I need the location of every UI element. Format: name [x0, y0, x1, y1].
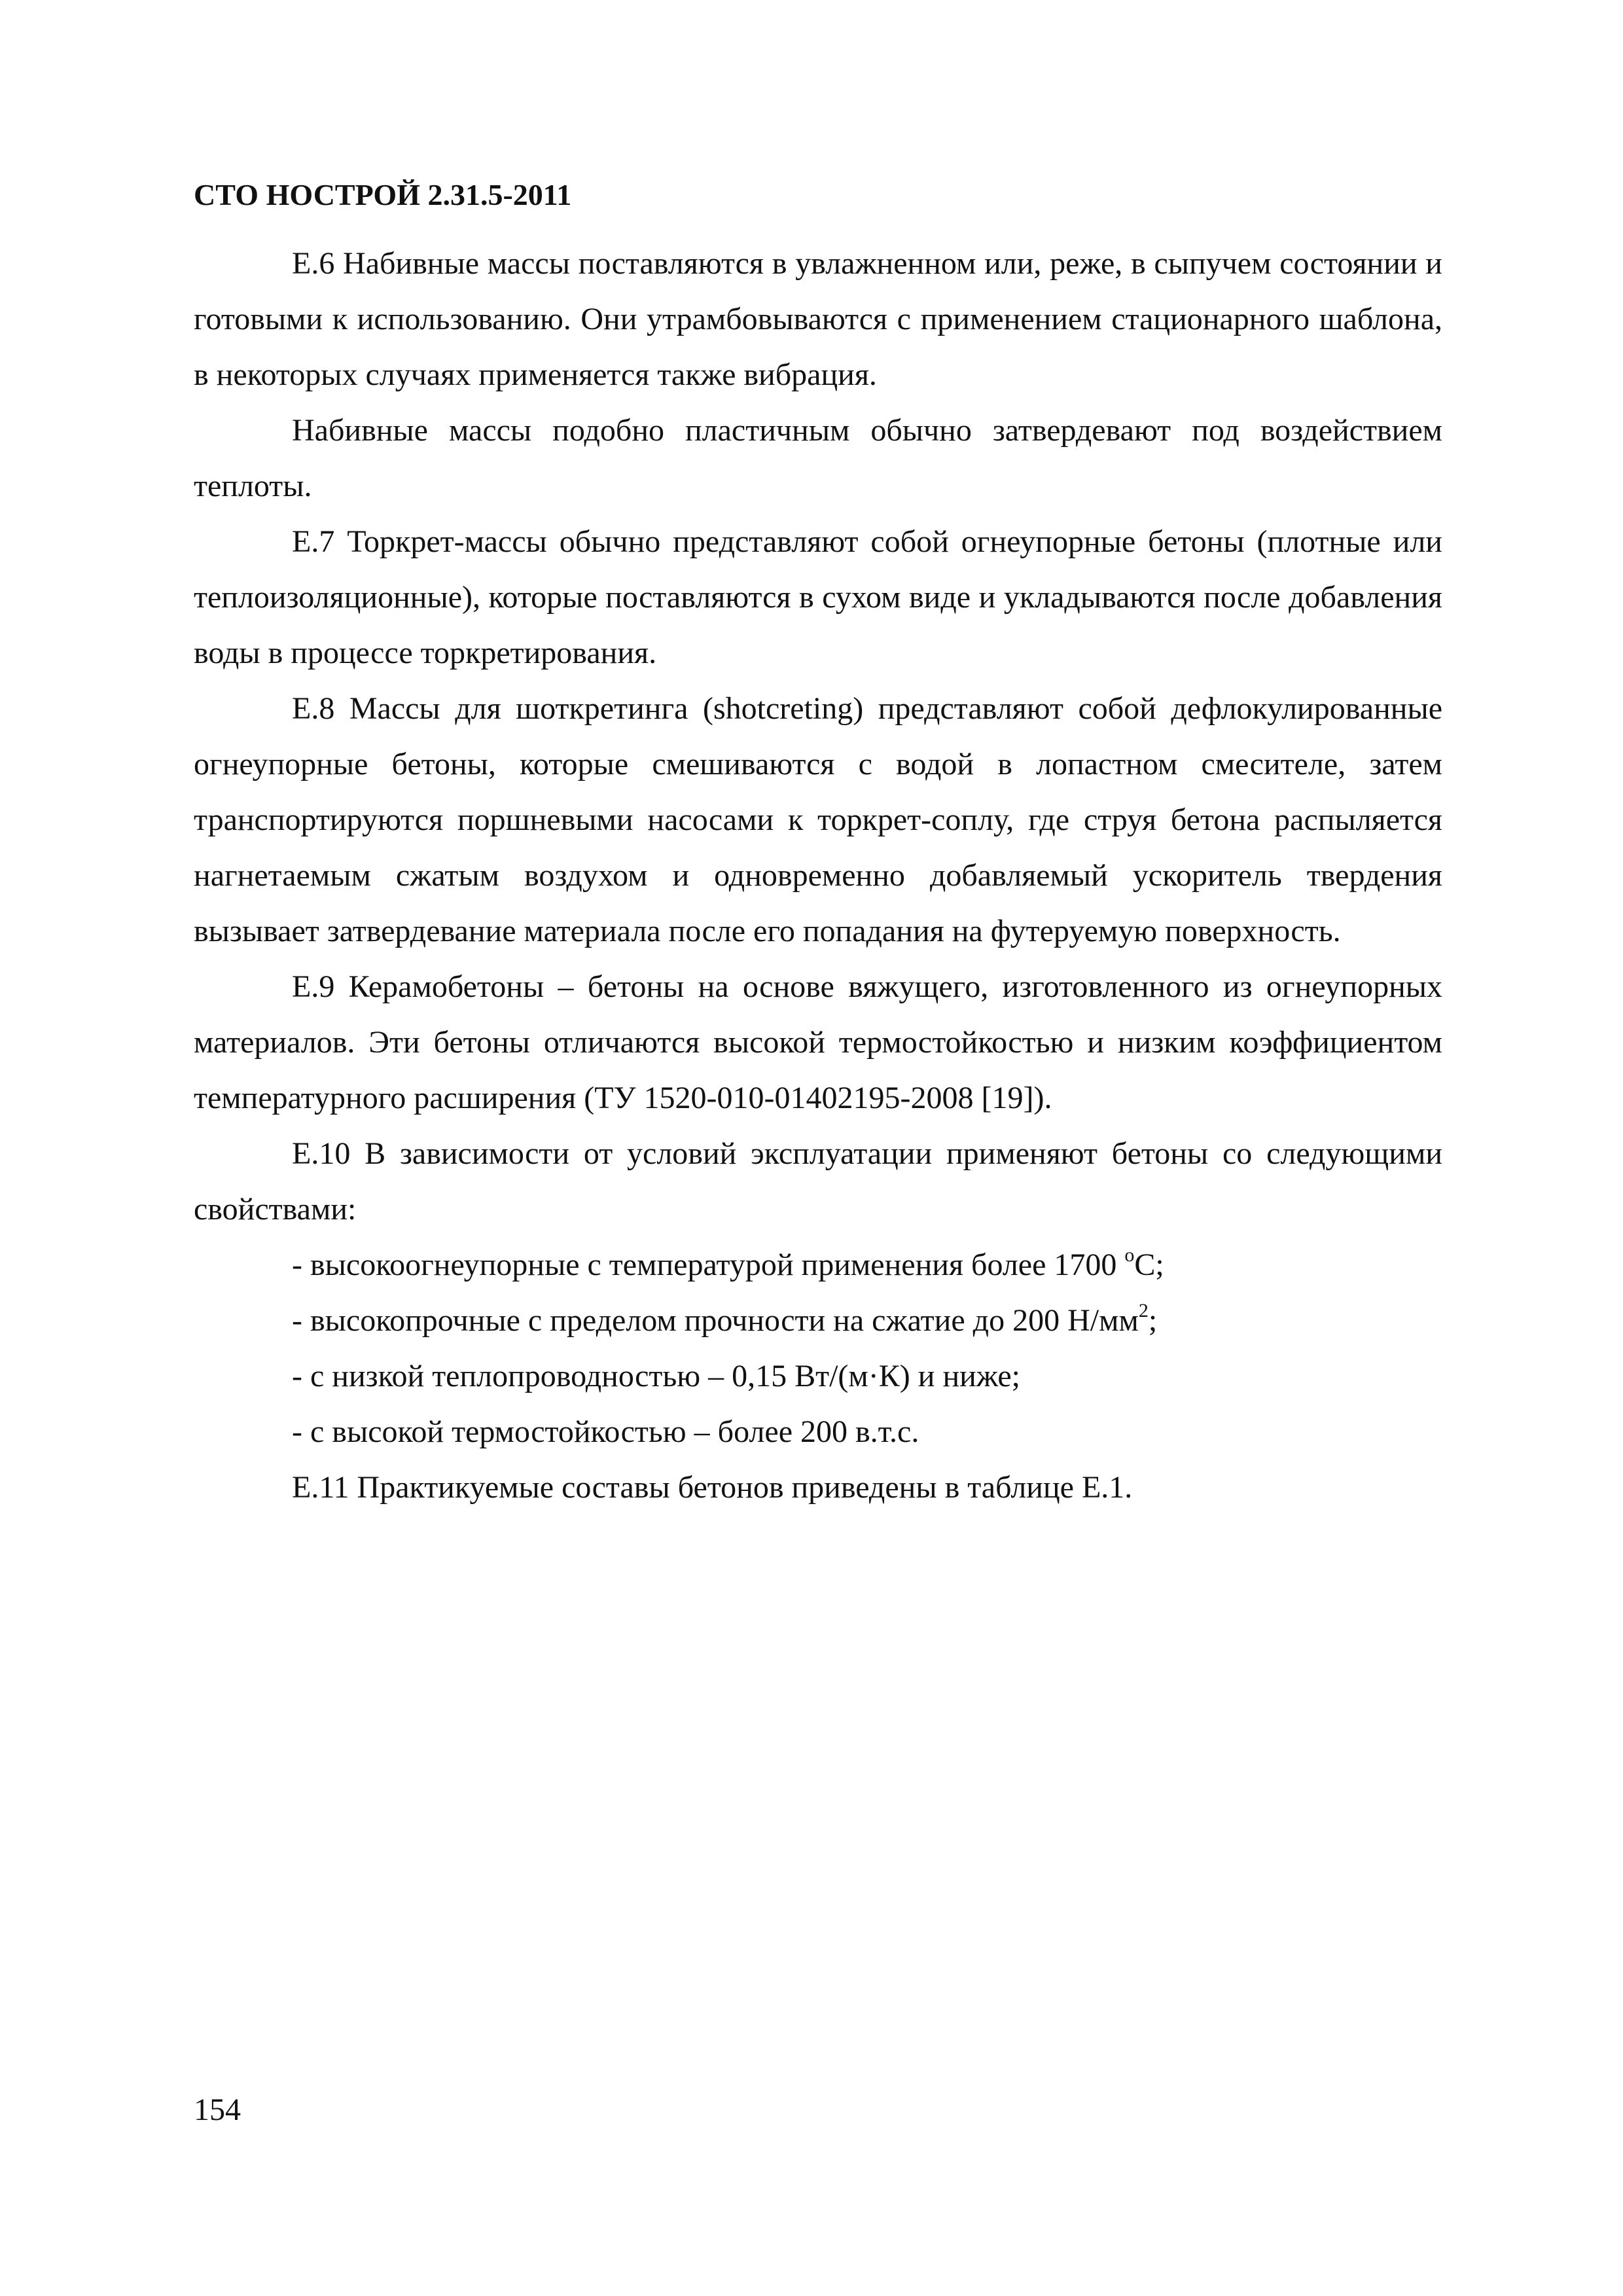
square-superscript: 2 [1138, 1300, 1149, 1321]
page-number: 154 [194, 2092, 241, 2127]
paragraph-e9: Е.9 Керамобетоны – бетоны на основе вяжущего, изготовленного из огнеупорных материалов. Эти бетоны отличаются высокой термостойкостью и низким коэффициентом температурного расширения (ТУ 1520-010-01402195-2008 [19]). [194, 969, 1442, 1115]
document-body [194, 236, 1442, 1515]
list-item-tail: С; [1134, 1247, 1164, 1282]
list-item-high-strength [194, 1293, 1442, 1348]
list-item-text: - высокоогнеупорные с температурой применения более 1700 [292, 1247, 1125, 1282]
paragraph-e11: Е.11 Практикуемые составы бетонов приведены в таблице Е.1. [292, 1470, 1133, 1505]
document-header: СТО НОСТРОЙ 2.31.5-2011 [194, 178, 572, 211]
paragraph-e6-continued: Набивные массы подобно пластичным обычно затвердевают под воздействием теплоты. [194, 413, 1442, 503]
paragraph-e10: Е.10 В зависимости от условий эксплуатации применяют бетоны со следующими свойствами: [194, 1136, 1442, 1227]
list-item-text: - высокопрочные с пределом прочности на сжатие до 200 Н/мм [292, 1303, 1139, 1338]
list-item-tail: ; [1148, 1303, 1158, 1338]
degree-superscript: о [1124, 1244, 1135, 1266]
list-item-low-conductivity: - с низкой теплопроводностью – 0,15 Вт/(м·К) и ниже; [292, 1359, 1020, 1393]
list-item-high-refractory [194, 1237, 1442, 1293]
paragraph-e8: Е.8 Массы для шоткретинга (shotcreting) представляют собой дефлокулированные огнеупорные бетоны, которые смешиваются с водой в лопастном смесителе, затем транспортируются поршневыми насосами к торкрет-соплу, где струя бетона распыляется нагнетаемым сжатым воздухом и одновременно добавляемый ускоритель твердения вызывает затвердевание материала после его попадания на футеруемую поверхность. [194, 691, 1442, 948]
paragraph-e6: Е.6 Набивные массы поставляются в увлажненном или, реже, в сыпучем состоянии и готовыми к использованию. Они утрамбовываются с применением стационарного шаблона, в некоторых случаях применяется также вибрация. [194, 246, 1442, 392]
list-item-thermal-resistance: - с высокой термостойкостью – более 200 в.т.с. [292, 1414, 919, 1449]
paragraph-e7: Е.7 Торкрет-массы обычно представляют собой огнеупорные бетоны (плотные или теплоизоляционные), которые поставляются в сухом виде и укладываются после добавления воды в процессе торкретирования. [194, 524, 1442, 670]
